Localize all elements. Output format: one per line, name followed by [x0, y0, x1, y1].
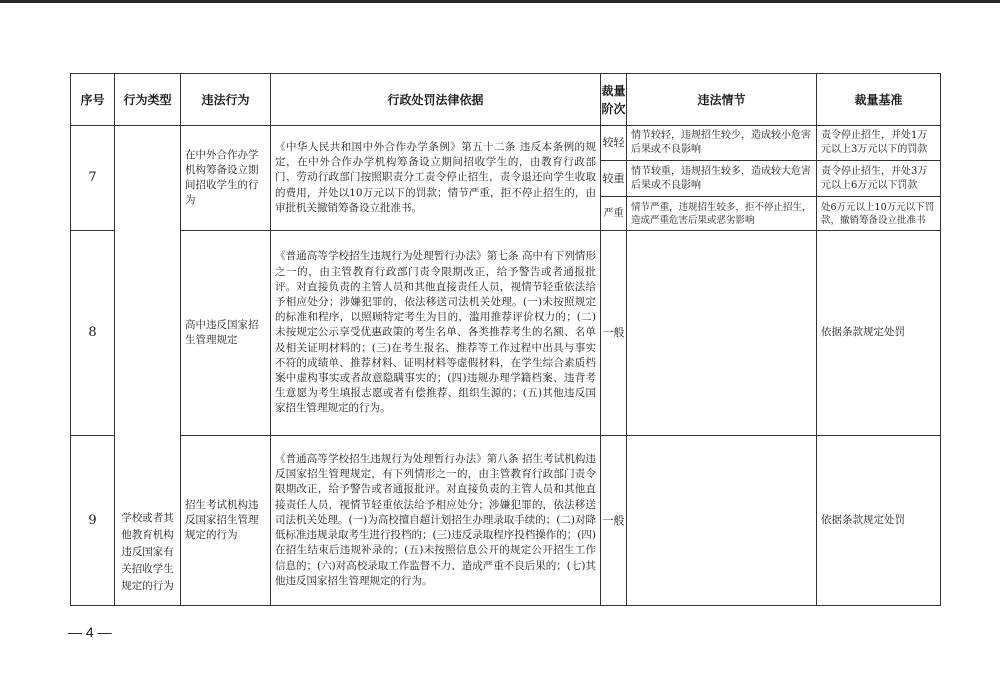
circumstance-cell: 情节严重，违规招生较多，拒不停止招生，造成严重危害后果或恶劣影响 [627, 197, 817, 231]
header-category: 行为类型 [115, 74, 181, 126]
penalty-standard-table [70, 73, 941, 606]
table-row [71, 436, 941, 606]
row-basis: 《普通高等学校招生违规行为处理暂行办法》第七条 高中有下列情形之一的，由主管教育行政部门责令限期改正，给予警告或者通报批评。对直接负责的主管人员和其他直接责任人员，视情节轻重依法给予相应处分；涉嫌犯罪的，依法移送司法机关处理。(一)未按照规定的标准和程序，以照顾特定考生为目的，滥用推荐评价权力的；(二)未按规定公示享受优惠政策的考生名单、各类推荐考生的名额、名单及相关证明材料的；(三)在考生报名、推荐等工作过程中出具与事实不符的成绩单、推荐材料、证明材料等虚假材料，在学生综合素质档案中虚构事实或者故意隐瞒事实的；(四)违规办理学籍档案、违背考生意愿为考生填报志愿或者有偿推荐、组织生源的；(五)其他违反国家招生管理规定的行为。 [271, 231, 601, 436]
header-violation: 违法行为 [181, 74, 271, 126]
header-circumstance: 违法情节 [627, 74, 817, 126]
level-cell: 严重 [601, 197, 627, 231]
standard-cell: 依据条款规定处罚 [817, 231, 941, 436]
table-row [71, 231, 941, 436]
standard-cell: 责令停止招生，并处3万元以上6万元以下罚款 [817, 161, 941, 197]
level-cell: 较重 [601, 161, 627, 197]
level-cell: 一般 [601, 436, 627, 606]
standard-cell: 依据条款规定处罚 [817, 436, 941, 606]
standard-cell: 责令停止招生，并处1万元以上3万元以下的罚款 [817, 126, 941, 161]
level-cell: 较轻 [601, 126, 627, 161]
row-violation: 高中违反国家招生管理规定 [181, 231, 271, 436]
circumstance-cell [627, 436, 817, 606]
header-standard: 裁量基准 [817, 74, 941, 126]
header-seq: 序号 [71, 74, 115, 126]
row-violation: 在中外合作办学机构筹备设立期间招收学生的行为 [181, 126, 271, 231]
circumstance-cell: 情节较轻，违规招生较少，造成较小危害后果或不良影响 [627, 126, 817, 161]
header-basis: 行政处罚法律依据 [271, 74, 601, 126]
circumstance-cell [627, 231, 817, 436]
category-cell: 学校或者其他教育机构违反国家有关招收学生规定的行为 [115, 126, 181, 606]
row-seq: 9 [71, 436, 115, 606]
row-violation: 招生考试机构违反国家招生管理规定的行为 [181, 436, 271, 606]
standard-cell: 处6万元以上10万元以下罚款，撤销筹备设立批准书 [817, 197, 941, 231]
row-seq: 7 [71, 126, 115, 231]
row-basis: 《中华人民共和国中外合作办学条例》第五十二条 违反本条例的规定，在中外合作办学机构筹备设立期间招收学生的，由教育行政部门、劳动行政部门按照职责分工责令停止招生，责令退还向学生收取的费用，并处以10万元以下的罚款；情节严重，拒不停止招生的，由审批机关撤销筹备设立批准书。 [271, 126, 601, 231]
circumstance-cell: 情节较重，违规招生较多，造成较大危害后果或不良影响 [627, 161, 817, 197]
header-row [71, 74, 941, 126]
row-seq: 8 [71, 231, 115, 436]
header-level: 裁量 阶次 [601, 74, 627, 126]
table-row [71, 126, 941, 161]
row-basis: 《普通高等学校招生违规行为处理暂行办法》第八条 招生考试机构违反国家招生管理规定，有下列情形之一的，由主管教育行政部门责令限期改正，给予警告或者通报批评。对直接负责的主管人员和其他直接责任人员，视情节轻重依法给予相应处分；涉嫌犯罪的，依法移送司法机关处理。(一)为高校擅自超计划招生办理录取手续的；(二)对降低标准违规录取考生进行投档的；(三)违反录取程序投档操作的；(四)在招生结束后违规补录的；(五)未按照信息公开的规定公开招生工作信息的；(六)对高校录取工作监督不力、造成严重不良后果的；(七)其他违反国家招生管理规定的行为。 [271, 436, 601, 606]
scan-edge-line [0, 0, 1000, 3]
level-cell: 一般 [601, 231, 627, 436]
page-number: — 4 — [68, 624, 112, 640]
